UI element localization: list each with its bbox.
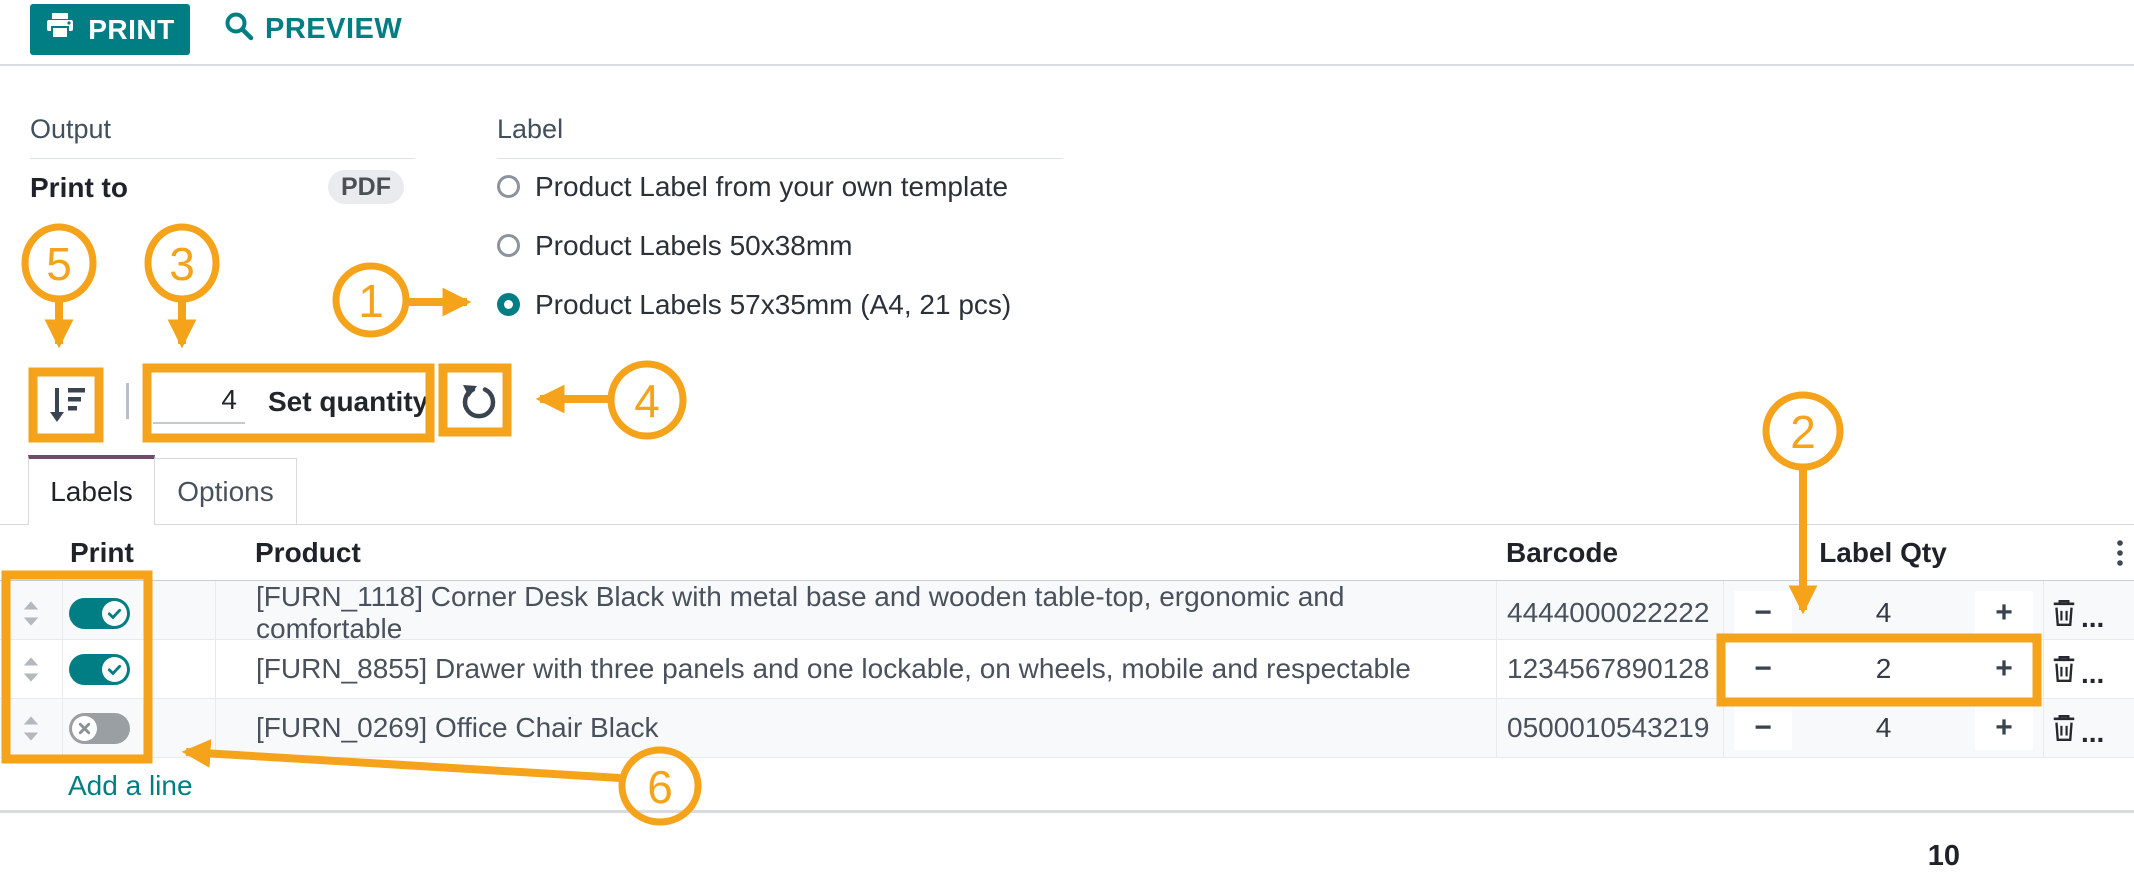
plus-icon: + <box>1995 711 2013 744</box>
radio-icon <box>497 234 520 257</box>
column-header-product: Product <box>255 536 361 568</box>
label-group-title: Label <box>497 114 564 144</box>
radio-option-label: Product Labels 50x38mm <box>535 229 853 261</box>
reset-icon <box>459 381 499 421</box>
tab-options[interactable] <box>155 458 297 525</box>
radio-option-50x38[interactable] <box>497 216 1011 275</box>
label-group <box>497 114 1063 159</box>
tab-labels-label: Labels <box>50 476 133 507</box>
trash-icon <box>2052 714 2076 742</box>
print-button-label: PRINT <box>88 13 175 45</box>
callout-number-5: 5 <box>46 238 72 290</box>
drag-handle-icon <box>22 657 40 682</box>
print-button[interactable] <box>30 4 190 55</box>
product-cell[interactable]: [FURN_1118] Corner Desk Black with metal base and wooden table-top, ergonomic and comfortable <box>215 581 1496 645</box>
sort-quantity-button[interactable] <box>44 382 90 428</box>
product-cell[interactable]: [FURN_8855] Drawer with three panels and one lockable, on wheels, mobile and respectable <box>215 640 1496 698</box>
print-to-value-badge[interactable]: PDF <box>328 170 404 204</box>
delete-row-button[interactable] <box>2043 581 2134 645</box>
print-toggle-cell <box>62 699 215 757</box>
label-qty-cell <box>1723 640 2043 698</box>
truncation-ellipsis: ... <box>2081 658 2105 689</box>
output-group-title: Output <box>30 114 112 144</box>
column-header-label-qty: Label Qty <box>1819 536 1947 568</box>
radio-icon <box>497 175 520 198</box>
qty-decrease-button[interactable] <box>1734 647 1792 691</box>
table-row <box>0 581 2134 644</box>
print-toggle-on[interactable] <box>69 598 130 629</box>
preview-button-label: PREVIEW <box>265 13 403 45</box>
reset-quantity-button[interactable] <box>457 380 501 424</box>
callout-number-6: 6 <box>647 761 673 813</box>
optional-columns-button[interactable] <box>2043 539 2134 567</box>
delete-row-button[interactable] <box>2043 640 2134 698</box>
minus-icon: − <box>1754 711 1772 744</box>
qty-value[interactable]: 4 <box>1875 712 1892 743</box>
output-group <box>30 114 415 159</box>
plus-icon: + <box>1995 652 2013 685</box>
toolbar-separator <box>126 383 129 419</box>
print-toggle-on[interactable] <box>69 654 130 685</box>
drag-handle[interactable] <box>0 640 62 698</box>
labels-table-header <box>0 525 2134 581</box>
sheet-bottom-divider <box>0 810 2134 813</box>
radio-selected-icon <box>497 293 520 316</box>
truncation-ellipsis: ... <box>2081 602 2105 633</box>
toggle-x-icon <box>72 716 97 741</box>
add-a-line-button[interactable]: Add a line <box>68 770 193 801</box>
drag-handle-icon <box>22 716 40 741</box>
callout-circle-1 <box>336 266 406 334</box>
qty-increase-button[interactable] <box>1975 591 2033 635</box>
radio-option-57x35[interactable] <box>497 275 1011 334</box>
printer-icon <box>45 12 75 47</box>
radio-option-own-template[interactable] <box>497 157 1011 216</box>
output-group-divider <box>30 158 415 159</box>
plus-icon: + <box>1995 596 2013 629</box>
minus-icon: − <box>1754 652 1772 685</box>
qty-decrease-button[interactable] <box>1734 706 1792 750</box>
drag-handle[interactable] <box>0 699 62 757</box>
label-qty-cell <box>1723 699 2043 757</box>
radio-option-label: Product Label from your own template <box>535 170 1009 202</box>
callout-number-3: 3 <box>169 238 195 290</box>
delete-row-button[interactable] <box>2043 699 2134 757</box>
search-icon <box>224 11 254 49</box>
print-toggle-cell <box>62 640 215 698</box>
callout-circle-4 <box>611 364 683 436</box>
qty-value[interactable]: 2 <box>1875 653 1892 684</box>
toggle-check-icon <box>102 601 127 626</box>
print-to-label: Print to <box>30 172 128 203</box>
label-qty-total: 10 <box>1927 840 1960 872</box>
minus-icon: − <box>1754 596 1772 629</box>
barcode-cell[interactable]: 0500010543219 <box>1496 699 1723 757</box>
tab-options-label: Options <box>177 475 274 507</box>
preview-button[interactable] <box>224 4 402 55</box>
tab-labels[interactable] <box>28 455 155 525</box>
callout-number-4: 4 <box>634 375 660 427</box>
callout-number-1: 1 <box>358 275 384 327</box>
kebab-menu-icon <box>2116 539 2124 567</box>
barcode-cell[interactable]: 4444000022222 <box>1496 581 1723 645</box>
notebook-tabs <box>0 455 2134 525</box>
radio-option-label: Product Labels 57x35mm (A4, 21 pcs) <box>535 288 1012 320</box>
trash-icon <box>2052 599 2076 627</box>
callout-number-2: 2 <box>1790 406 1816 458</box>
qty-increase-button[interactable] <box>1975 647 2033 691</box>
table-row <box>0 640 2134 699</box>
callout-circle-5 <box>25 227 93 299</box>
truncation-ellipsis: ... <box>2081 717 2105 748</box>
sort-descending-icon <box>48 384 86 424</box>
set-quantity-button[interactable]: Set quantity <box>268 380 428 424</box>
label-qty-cell <box>1723 581 2043 645</box>
label-format-radio-group <box>497 157 1011 334</box>
table-row <box>0 699 2134 758</box>
toggle-check-icon <box>102 657 127 682</box>
column-header-print: Print <box>70 536 134 568</box>
qty-value[interactable]: 4 <box>1875 597 1892 628</box>
labels-table-body <box>0 581 2134 758</box>
drag-handle-icon <box>22 601 40 626</box>
qty-decrease-button[interactable] <box>1734 591 1792 635</box>
set-quantity-input[interactable] <box>153 378 245 424</box>
qty-increase-button[interactable] <box>1975 706 2033 750</box>
column-header-barcode: Barcode <box>1506 536 1619 568</box>
print-toggle-off[interactable] <box>69 713 130 744</box>
barcode-cell[interactable]: 1234567890128 <box>1496 640 1723 698</box>
print-toggle-cell <box>62 581 215 645</box>
callout-circle-3 <box>148 227 216 299</box>
trash-icon <box>2052 655 2076 683</box>
product-cell[interactable]: [FURN_0269] Office Chair Black <box>215 699 1496 757</box>
action-toolbar <box>0 0 2134 66</box>
drag-handle[interactable] <box>0 581 62 645</box>
